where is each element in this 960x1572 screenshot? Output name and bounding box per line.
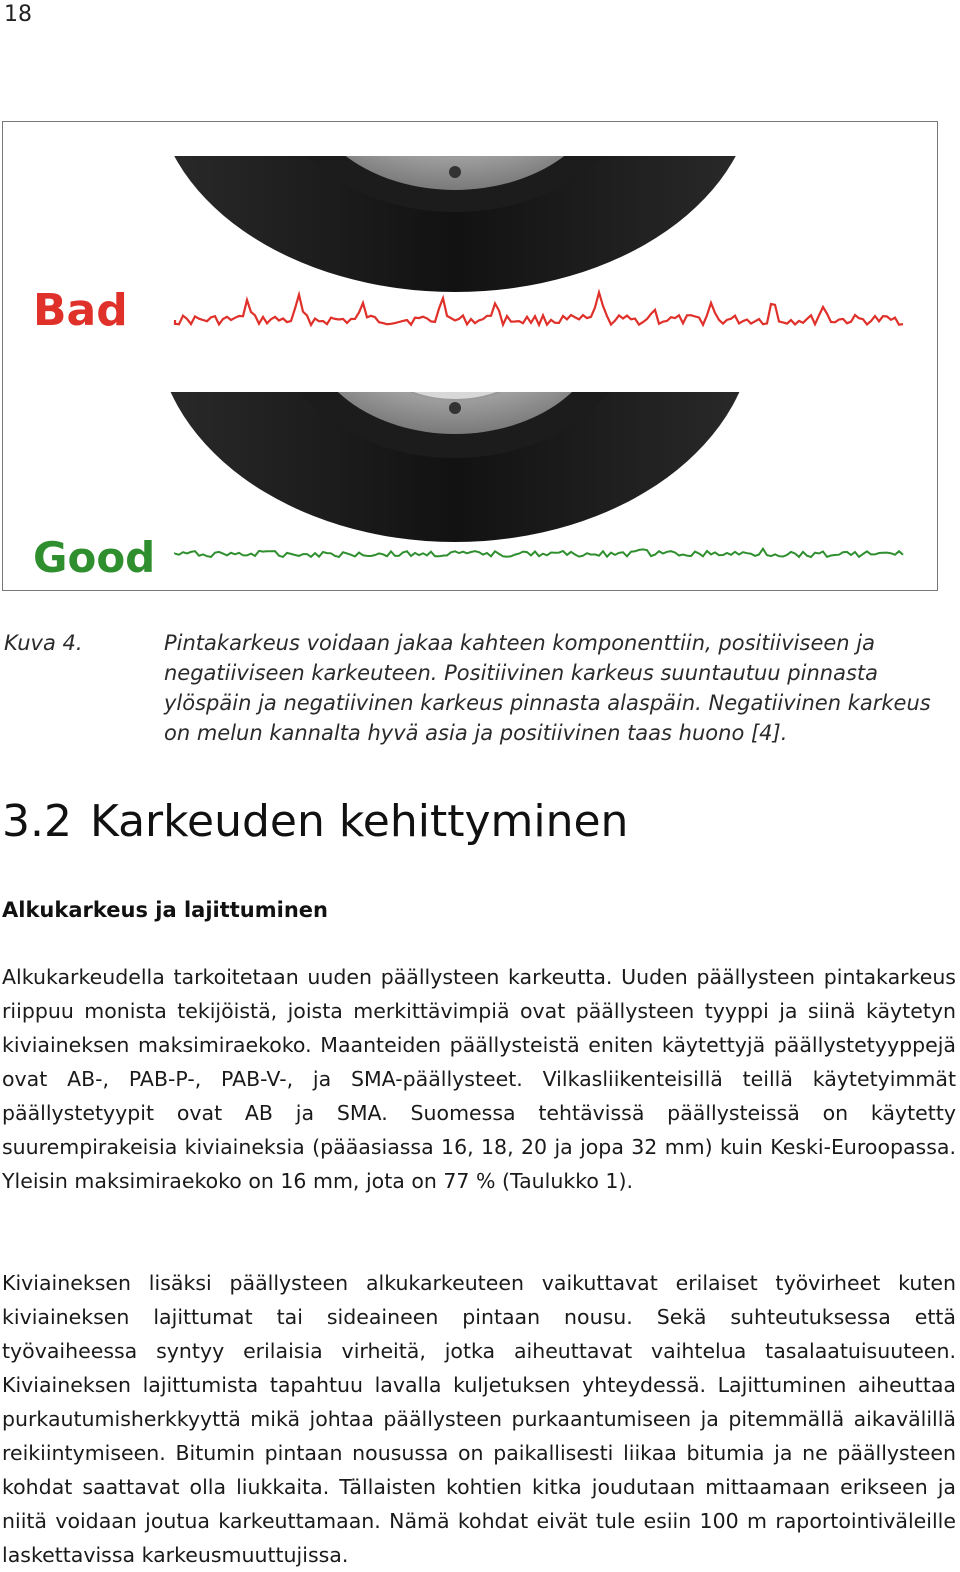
section-title: Karkeuden kehittyminen [90, 796, 629, 847]
paragraph: Alkukarkeudella tarkoitetaan uuden päällysteen karkeutta. Uuden päällysteen pintakarkeus riippuu monista tekijöistä, joista merkittävimpiä ovat päällysteen tyyppi ja siinä käytetyn kiviaineksen maksimiraekoko. Maanteiden päällysteistä eniten käytettyjä päällystetyyppejä ovat AB-, PAB-P-, PAB-V-, ja SMA-päällysteet. Vilkasliikenteisillä teillä käytetyimmät päällystetyypit ovat AB ja SMA. Suomessa tehtävissä päällysteissä on käytetty suurempirakeisia kiviaineksia (pääasiassa 16, 18, 20 ja jopa 32 mm) kuin Keski-Euroopassa. Yleisin maksimiraekoko on 16 mm, jota on 77 % (Taulukko 1). [2, 965, 956, 1193]
page-number: 18 [4, 2, 32, 27]
good-roughness-waveform [175, 549, 903, 557]
section-heading [2, 792, 628, 852]
bad-label: Bad [33, 285, 128, 336]
top-tire-image [155, 122, 755, 292]
bad-roughness-waveform [175, 292, 903, 325]
section-number: 3.2 [2, 796, 72, 847]
caption-text: Pintakarkeus voidaan jakaa kahteen komponenttiin, positiiviseen ja negatiiviseen karkeuteen. Positiivinen karkeus suuntautuu pinnasta ylöspäin ja negatiivinen karkeus pinnasta alaspäin. Negatiivinen karkeus on melun kannalta hyvä asia ja positiivinen taas huono [4]. [164, 631, 931, 745]
subsection-heading: Alkukarkeus ja lajittuminen [2, 898, 328, 922]
tire-roughness-figure [2, 121, 938, 591]
good-label: Good [33, 533, 156, 582]
caption-label: Kuva 4. [4, 631, 83, 655]
paragraph: Kiviaineksen lisäksi päällysteen alkukarkeuteen vaikuttavat erilaiset työvirheet kuten kiviaineksen lajittumat tai sideaineen pintaan nousu. Sekä suhteutuksessa että työvaiheessa syntyy erilaisia virheitä, jotka aiheuttavat vaihtelua tasalaatuisuuteen. Kiviaineksen lajittumista tapahtuu lavalla kuljetuksen yhteydessä. Lajittuminen aiheuttaa purkautumisherkkyyttä mikä johtaa päällysteen purkaantumiseen ja pitemmällä aikavälillä reikiintymiseen. Bitumin pintaan nousussa on paikallisesti liikaa bitumia ja ne päällysteen kohdat saattavat olla liukkaita. Tällaisten kohtien kitka joudutaan mittaamaan erikseen ja niitä voidaan joutua karkeuttamaan. Nämä kohdat eivät tule esiin 100 m raportointiväleille laskettavissa karkeusmuuttujissa. [2, 1271, 956, 1567]
